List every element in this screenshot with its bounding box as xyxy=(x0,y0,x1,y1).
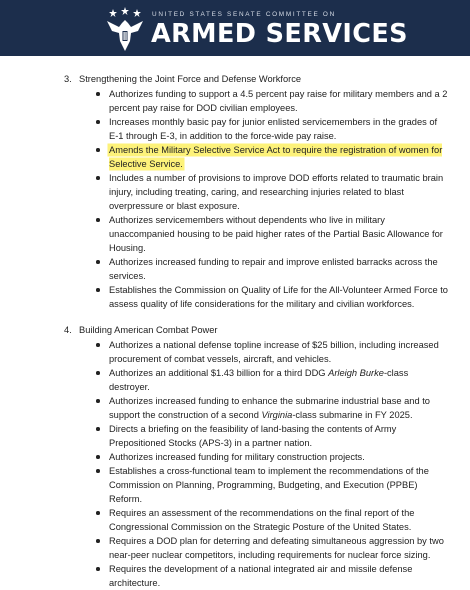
list-item-text: Requires an assessment of the recommendations on the final report of the Congressional Commission on the Strategic Posture of the United States. xyxy=(109,508,415,532)
list-item-text: Establishes the Commission on Quality of Life for the All-Volunteer Armed Force to assess quality of life considerations for the military and civilian workforces. xyxy=(109,285,448,309)
list-item xyxy=(96,366,464,394)
section-number: 4. xyxy=(64,325,72,335)
list-item-text: Requires a DOD plan for deterring and defeating simultaneous aggression by two near-peer nuclear competitors, including requirements for nuclear force sizing. xyxy=(109,536,444,560)
committee-title: ARMED SERVICES xyxy=(151,19,408,49)
list-item xyxy=(96,464,464,506)
list-item xyxy=(96,422,464,450)
list-item-text: Includes a number of provisions to improve DOD efforts related to traumatic brain injury, including treating, caring, and researching injuries related to blast overpressure or blast exposure. xyxy=(109,173,444,211)
list-item-text: Authorizes increased funding for military construction projects. xyxy=(109,452,365,462)
section-number: 3. xyxy=(64,74,72,84)
section-title: Building American Combat Power xyxy=(79,325,218,335)
list-item-text: Directs a briefing on the feasibility of land-basing the contents of Army Prepositioned Stocks (APS-3) in a partner nation. xyxy=(109,424,397,448)
list-item xyxy=(96,171,464,213)
bullet-list xyxy=(64,87,464,311)
list-item xyxy=(96,87,464,115)
committee-banner xyxy=(0,0,470,56)
list-item xyxy=(96,255,464,283)
list-item-text: Authorizes increased funding to repair and improve enlisted barracks across the services. xyxy=(109,257,438,281)
list-item xyxy=(96,338,464,366)
list-item-text: Authorizes a national defense topline increase of $25 billion, including increased procurement of combat vessels, aircraft, and vehicles. xyxy=(109,340,439,364)
list-item-text: Authorizes servicemembers without dependents who live in military unaccompanied housing to be paid higher rates of the Partial Basic Allowance for Housing. xyxy=(109,215,443,253)
list-item xyxy=(96,506,464,534)
list-item-text: Authorizes an additional $1.43 billion for a third DDG Arleigh Burke-class destroyer. xyxy=(109,368,409,392)
bullet-list xyxy=(64,338,464,590)
list-item xyxy=(96,450,464,464)
list-item xyxy=(96,213,464,255)
committee-line: UNITED STATES SENATE COMMITTEE ON xyxy=(152,11,336,18)
eagle-seal-icon xyxy=(105,7,145,51)
section-4 xyxy=(64,323,464,590)
section-title: Strengthening the Joint Force and Defense Workforce xyxy=(79,74,302,84)
section-3 xyxy=(64,72,464,311)
section-heading xyxy=(64,72,464,86)
document-body xyxy=(64,62,464,590)
list-item xyxy=(96,115,464,143)
list-item-text: Amends the Military Selective Service Act to require the registration of women for Selective Service. xyxy=(109,145,443,169)
section-heading xyxy=(64,323,464,337)
list-item xyxy=(96,562,464,590)
list-item-text: Establishes a cross-functional team to implement the recommendations of the Commission on Planning, Programming, Budgeting, and Execution (PPBE) Reform. xyxy=(109,466,429,504)
list-item-text: Authorizes funding to support a 4.5 percent pay raise for military members and a 2 percent pay raise for DOD civilian employees. xyxy=(109,89,448,113)
list-item xyxy=(96,534,464,562)
list-item-text: Authorizes increased funding to enhance the submarine industrial base and to support the construction of a second Virginia-class submarine in FY 2025. xyxy=(109,396,430,420)
list-item-text: Increases monthly basic pay for junior enlisted servicemembers in the grades of E-1 through E-3, in addition to the force-wide pay raise. xyxy=(109,117,438,141)
list-item xyxy=(96,394,464,422)
list-item xyxy=(96,283,464,311)
list-item-text: Requires the development of a national integrated air and missile defense architecture. xyxy=(109,564,413,588)
list-item xyxy=(96,143,464,171)
